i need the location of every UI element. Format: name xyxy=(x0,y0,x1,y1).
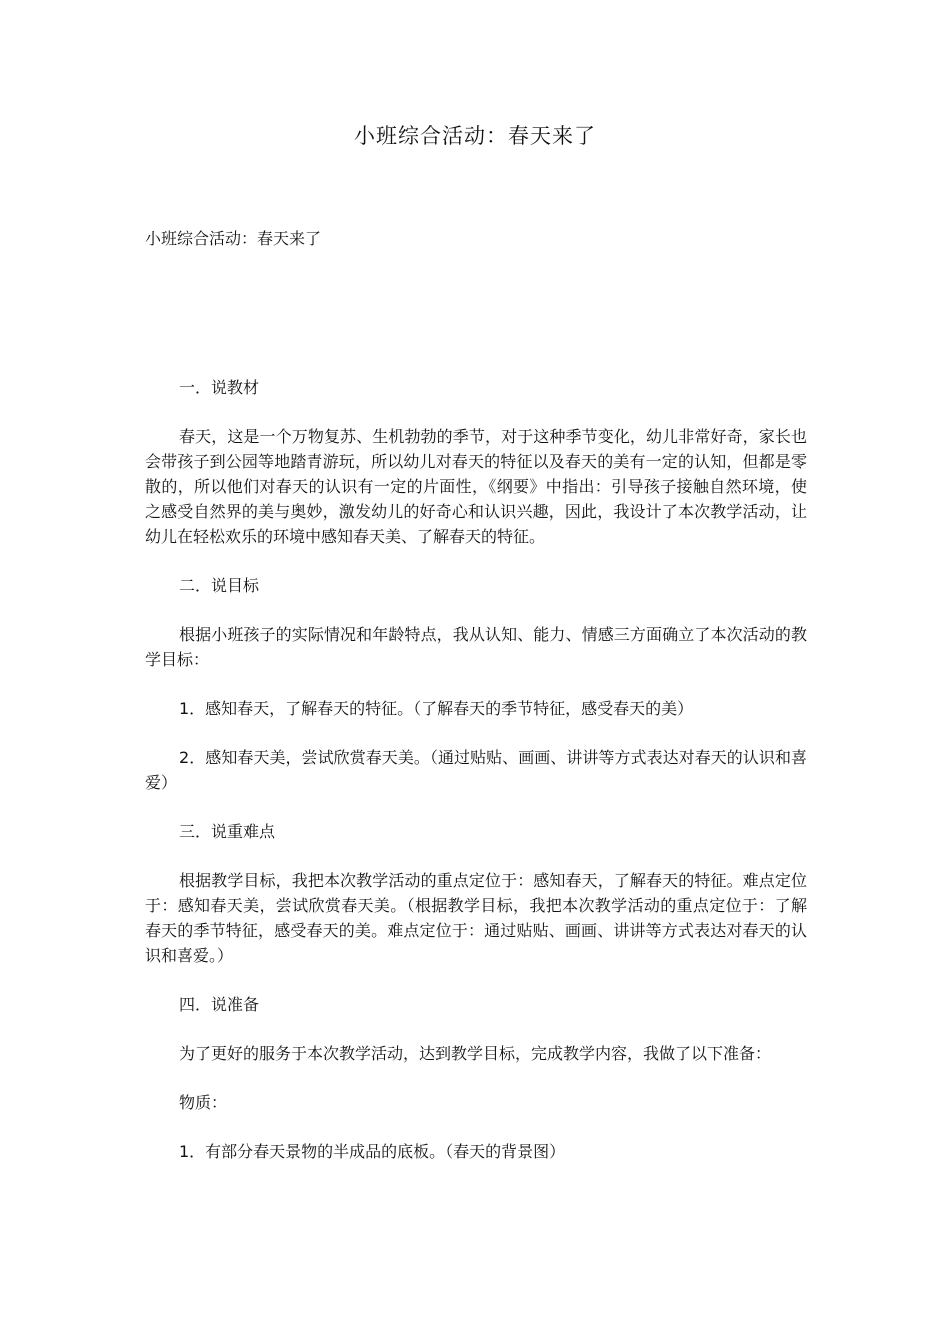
document-title: 小班综合活动：春天来了 xyxy=(354,124,596,148)
paragraph-goals-intro: 根据小班孩子的实际情况和年龄特点，我从认知、能力、情感三方面确立了本次活动的教学目标： xyxy=(145,625,807,669)
goal-item-1: 1．感知春天，了解春天的特征。（了解春天的季节特征，感受春天的美） xyxy=(179,699,694,718)
document-subtitle: 小班综合活动：春天来了 xyxy=(145,229,322,248)
material-item-1: 1．有部分春天景物的半成品的底板。（春天的背景图） xyxy=(179,1142,566,1161)
section-heading-key-points: 三．说重难点 xyxy=(179,822,276,841)
section-heading-goals: 二．说目标 xyxy=(179,576,260,595)
paragraph-preparation-intro: 为了更好的服务于本次教学活动，达到教学目标，完成教学内容，我做了以下准备： xyxy=(179,1044,772,1063)
section-heading-preparation: 四．说准备 xyxy=(179,995,260,1014)
materials-label: 物质： xyxy=(179,1093,228,1112)
document-body xyxy=(145,375,807,1188)
paragraph-textbook: 春天，这是一个万物复苏、生机勃勃的季节，对于这种季节变化，幼儿非常好奇，家长也会带孩子到公园等地踏青游玩，所以幼儿对春天的特征以及春天的美有一定的认知，但都是零散的，所以他们对春天的认识有一定的片面性，《纲要》中指出：引导孩子接触自然环境，使之感受自然界的美与奥妙，激发幼儿的好奇心和认识兴趣，因此，我设计了本次教学活动，让幼儿在轻松欢乐的环境中感知春天美、了解春天的特征。 xyxy=(145,427,807,546)
section-heading-textbook: 一．说教材 xyxy=(179,378,260,397)
goal-item-2: 2．感知春天美，尝试欣赏春天美。（通过贴贴、画画、讲讲等方式表达对春天的认识和喜爱） xyxy=(145,748,807,792)
paragraph-key-points: 根据教学目标，我把本次教学活动的重点定位于：感知春天，了解春天的特征。难点定位于：感知春天美，尝试欣赏春天美。（根据教学目标，我把本次教学活动的重点定位于：了解春天的季节特征，感受春天的美。难点定位于：通过贴贴、画画、讲讲等方式表达对春天的认识和喜爱。） xyxy=(145,871,807,965)
